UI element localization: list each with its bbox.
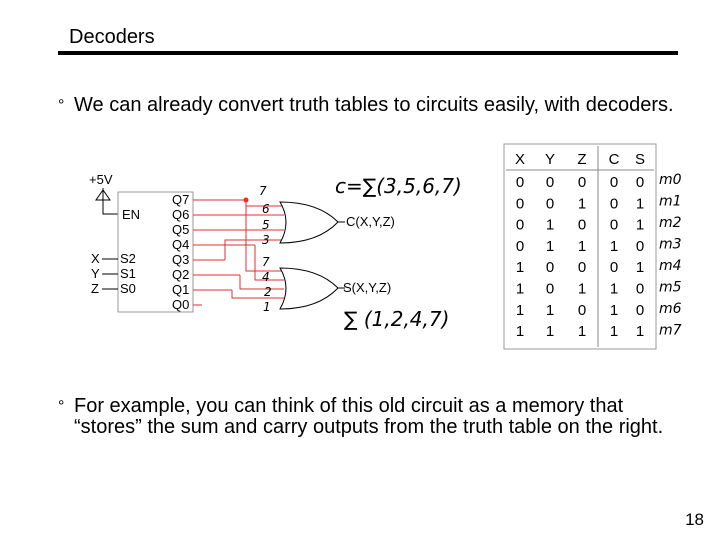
truth-table-cell: 1: [545, 237, 555, 255]
output-q5-label: Q5: [172, 222, 190, 237]
truth-table-cell: 0: [545, 174, 555, 191]
truth-table-cell: 1: [545, 323, 555, 341]
output-q2-label: Q2: [172, 267, 190, 282]
truth-table-header-x: X: [514, 151, 526, 168]
truth-table-cell: 1: [577, 237, 587, 255]
truth-table-cell: 1: [515, 280, 525, 298]
sum-or-gate-icon: [280, 268, 338, 309]
truth-table-cell: 0: [515, 216, 525, 234]
truth-table-cell: 1: [635, 323, 645, 341]
minterm-label: m3: [659, 236, 682, 253]
output-q7-label: Q7: [172, 192, 190, 207]
minterm-label: m2: [659, 215, 682, 231]
sum-equation: ∑ (1,2,4,7): [344, 307, 450, 331]
wire-junction-dot: [244, 198, 249, 203]
truth-table-cell: 1: [515, 259, 525, 277]
wire-number: 3: [262, 233, 270, 247]
input-x-label: X: [91, 251, 100, 266]
truth-table-header-c: C: [608, 151, 620, 168]
wire-number: 7: [259, 184, 267, 198]
truth-table-cell: 0: [609, 174, 619, 191]
wire-number: 2: [264, 285, 272, 299]
bullet-mark: °: [58, 97, 65, 114]
truth-table-cell: 0: [515, 237, 525, 255]
input-y-label: Y: [91, 266, 100, 281]
truth-table-cell: 1: [635, 216, 645, 234]
wire-number: 6: [262, 202, 270, 216]
page-number: 18: [685, 510, 704, 529]
truth-table-cell: 0: [635, 174, 645, 191]
minterm-label: m1: [659, 193, 682, 210]
truth-table-cell: 1: [515, 323, 525, 341]
truth-table-cell: 1: [635, 195, 645, 213]
truth-table-cell: 1: [577, 280, 587, 298]
output-q1-label: Q1: [172, 282, 190, 297]
select-s0-label: S0: [120, 281, 136, 296]
select-s1-label: S1: [120, 266, 136, 281]
truth-table-cell: 1: [609, 301, 619, 319]
wire-number-annotations: [259, 184, 272, 314]
output-q6-label: Q6: [172, 207, 190, 222]
bullet-1-text: We can already convert truth tables to circuits easily, with decoders.: [74, 94, 674, 116]
truth-table-cell: 0: [609, 195, 619, 213]
select-s2-label: S2: [120, 251, 136, 266]
minterm-label: m7: [659, 322, 682, 339]
bullet-2-text: For example, you can think of this old circuit as a memory that “stores” the sum and carry outputs from the truth table on the right.: [74, 395, 664, 438]
truth-table-cell: 1: [515, 301, 525, 319]
truth-table-cell: 0: [609, 216, 619, 234]
truth-table-cell: 0: [577, 174, 587, 191]
truth-table-cell: 0: [545, 259, 555, 277]
minterm-label: m6: [659, 301, 682, 317]
enable-label: EN: [122, 207, 141, 222]
truth-table-header-s: S: [634, 151, 646, 168]
truth-table-cell: 1: [545, 216, 555, 234]
carry-equation: c=∑(3,5,6,7): [335, 174, 462, 198]
slide-title: Decoders: [69, 26, 155, 48]
truth-table-cell: 1: [609, 237, 619, 255]
truth-table-cell: 0: [577, 259, 587, 277]
enable-wire: [103, 206, 118, 214]
bullet-mark: °: [58, 398, 65, 415]
carry-or-gate-icon: [280, 202, 338, 243]
truth-table-cell: 1: [545, 301, 555, 319]
truth-table-cell: 0: [635, 301, 645, 319]
minterm-annotations: [659, 172, 682, 339]
output-q0-label: Q0: [172, 297, 190, 312]
output-q4-label: Q4: [172, 237, 190, 252]
truth-table-cell: 0: [577, 301, 587, 319]
truth-table-cell: 0: [545, 280, 555, 298]
truth-table-header-z: Z: [577, 151, 587, 168]
wire-number: 7: [262, 255, 270, 269]
truth-table-header-y: Y: [544, 151, 556, 168]
truth-table-cell: 0: [515, 195, 525, 213]
truth-table-cell: 0: [635, 280, 645, 298]
truth-table-cell: 1: [609, 323, 619, 341]
wire-number: 5: [262, 218, 270, 232]
truth-table-cell: 0: [635, 237, 645, 255]
wire-number: 4: [262, 270, 270, 284]
wire-number: 1: [263, 300, 271, 314]
truth-table-cell: 0: [515, 174, 525, 191]
truth-table-cell: 0: [609, 259, 619, 277]
minterm-label: m0: [659, 172, 682, 188]
truth-table-cell: 0: [545, 195, 555, 213]
minterm-label: m5: [659, 279, 682, 296]
truth-table-cell: 1: [577, 323, 587, 341]
minterm-label: m4: [659, 258, 682, 274]
truth-table-cell: 0: [577, 216, 587, 234]
truth-table-cell: 1: [577, 195, 587, 213]
wire-sum-1: [232, 290, 284, 298]
supply-label: +5V: [89, 172, 113, 187]
truth-table-cell: 1: [635, 259, 645, 277]
carry-gate-label: C(X,Y,Z): [346, 214, 395, 229]
sum-gate-label: S(X,Y,Z): [343, 280, 392, 295]
input-z-label: Z: [91, 281, 99, 296]
truth-table-cell: 1: [609, 280, 619, 298]
output-q3-label: Q3: [172, 252, 190, 267]
